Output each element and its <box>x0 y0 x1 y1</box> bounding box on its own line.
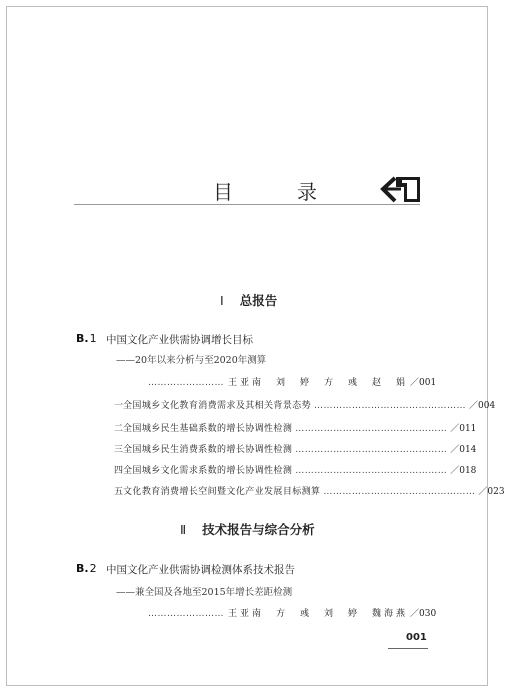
chapter-authors: 王亚南 刘 婷 方 彧 赵 娟 <box>228 378 409 388</box>
dot-leader: …………………… <box>148 378 224 388</box>
chapter-title[interactable]: 中国文化产业供需协调增长目标 <box>106 334 253 346</box>
part-numeral: Ⅰ <box>220 293 224 308</box>
corner-arrow-icon <box>380 174 422 204</box>
chapter-author-line <box>148 606 437 619</box>
section-title: 全国城乡民生消费系数的增长协调性检测 <box>123 445 293 455</box>
dot-leader: ………………………………………… <box>323 487 476 497</box>
chapter-prefix: B. <box>76 332 89 345</box>
part-title: 技术报告与综合分析 <box>202 522 315 537</box>
dot-leader: ………………………………………… <box>295 466 448 476</box>
section-title: 全国城乡文化需求系数的增长协调性检测 <box>123 466 293 476</box>
page-number: 001 <box>406 632 427 643</box>
chapter-authors: 王亚南 方 彧 刘 婷 魏海燕 <box>228 609 409 619</box>
section-page: ／011 <box>450 424 477 434</box>
chapter-page: ／001 <box>410 378 437 388</box>
section-number: 二 <box>114 424 124 434</box>
chapter-label <box>76 562 97 575</box>
section-page: ／023 <box>478 487 505 497</box>
dot-leader: ………………………………………… <box>295 445 448 455</box>
section-title: 全国城乡民生基础系数的增长协调性检测 <box>123 424 293 434</box>
dot-leader: ………………………………………… <box>314 401 467 411</box>
toc-entry[interactable] <box>114 398 496 411</box>
section-title: 文化教育消费增长空间暨文化产业发展目标测算 <box>123 487 321 497</box>
chapter-subtitle: ——20年以来分析与至2020年测算 <box>116 355 267 366</box>
chapter-page: ／030 <box>410 609 437 619</box>
chapter-author-line <box>148 375 437 388</box>
toc-entry[interactable] <box>114 484 505 497</box>
toc-entry[interactable] <box>114 442 477 455</box>
chapter-number: 1 <box>89 332 97 345</box>
chapter-prefix: B. <box>76 562 89 575</box>
section-page: ／014 <box>450 445 477 455</box>
section-page: ／004 <box>469 401 496 411</box>
page-title: 目 录 <box>213 180 339 204</box>
chapter-number: 2 <box>89 562 97 575</box>
page-number-rule <box>388 648 428 649</box>
section-number: 四 <box>114 466 124 476</box>
section-number: 五 <box>114 487 124 497</box>
chapter-subtitle: ——兼全国及各地至2015年增长差距检测 <box>116 587 293 598</box>
part-heading <box>220 291 277 309</box>
toc-entry[interactable] <box>114 463 477 476</box>
section-number: 三 <box>114 445 124 455</box>
section-number: 一 <box>114 401 124 411</box>
chapter-title[interactable]: 中国文化产业供需协调检测体系技术报告 <box>106 564 295 576</box>
dot-leader: ………………………………………… <box>295 424 448 434</box>
section-page: ／018 <box>450 466 477 476</box>
dot-leader: …………………… <box>148 609 224 619</box>
toc-entry[interactable] <box>114 421 477 434</box>
part-heading <box>180 520 315 538</box>
part-title: 总报告 <box>239 293 278 308</box>
title-rule <box>74 204 420 205</box>
section-title: 全国城乡文化教育消费需求及其相关背景态势 <box>123 401 312 411</box>
part-numeral: Ⅱ <box>180 522 187 537</box>
chapter-label <box>76 332 97 345</box>
